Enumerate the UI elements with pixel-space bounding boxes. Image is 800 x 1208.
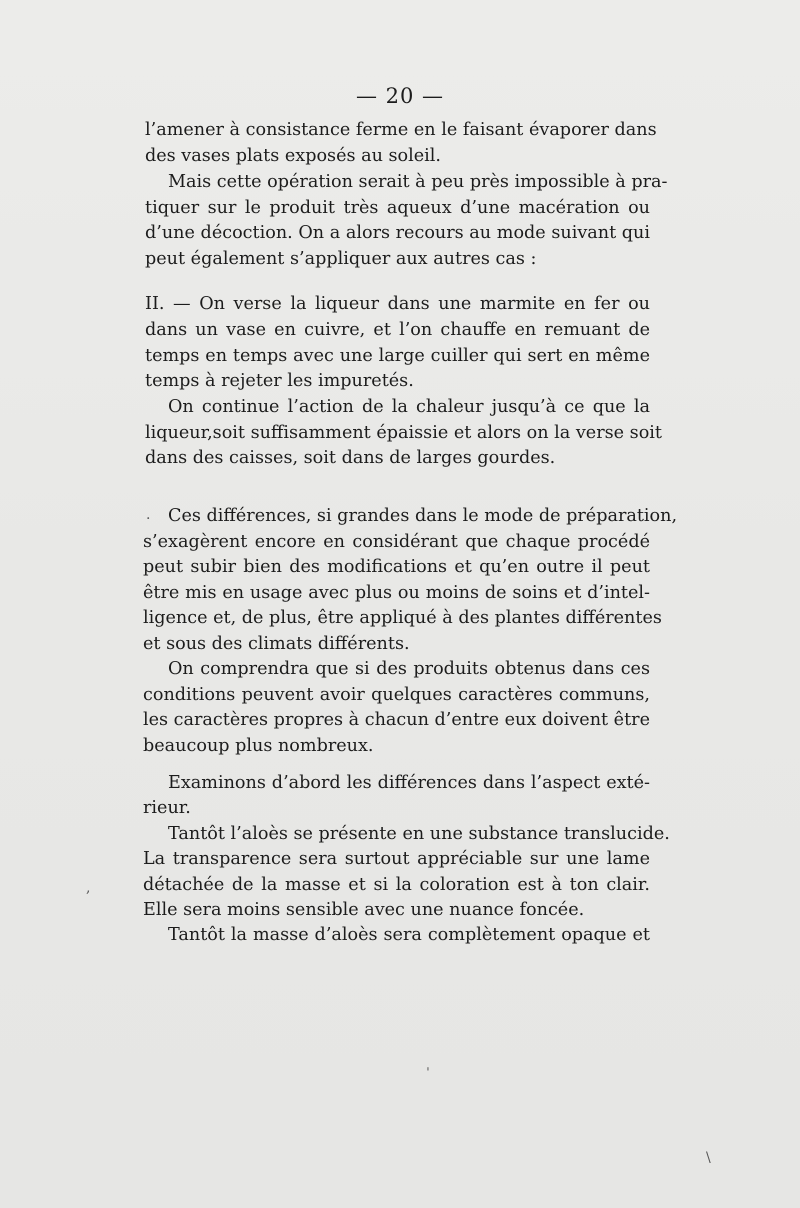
text-line: La transparence sera surtout appréciable sur une lame [143,849,650,869]
stray-mark: . [146,507,151,523]
text-line: Mais cette opération serait à peu près impossible à pra- [168,172,668,192]
text-line: peut également s’appliquer aux autres cas : [145,249,537,269]
text-line: Ces différences, si grandes dans le mode de préparation, [168,506,678,526]
text-line: tiquer sur le produit très aqueux d’une macération ou [145,198,650,218]
text-line: être mis en usage avec plus ou moins de soins et d’intel- [143,583,650,603]
text-line: On comprendra que si des produits obtenus dans ces [168,659,650,679]
text-line: On continue l’action de la chaleur jusqu’à ce que la [168,397,650,417]
text-line: temps à rejeter les impuretés. [145,371,414,391]
stray-mark: ˈ [426,1066,430,1082]
text-line: ligence et, de plus, être appliqué à des plantes différentes [143,608,662,628]
text-line: conditions peuvent avoir quelques caractères communs, [143,685,650,705]
text-line: d’une décoction. On a alors recours au mode suivant qui [145,223,650,243]
text-line: peut subir bien des modifications et qu’en outre il peut [143,557,650,577]
text-line: liqueur,soit suffisamment épaissie et alors on la verse soit [145,423,662,443]
text-line: s’exagèrent encore en considérant que chaque procédé [143,532,650,552]
text-line: rieur. [143,798,191,818]
stray-mark: \ [706,1150,711,1166]
text-line: dans des caisses, soit dans de larges gourdes. [145,448,556,468]
text-line: Elle sera moins sensible avec une nuance foncée. [143,900,585,920]
text-line: détachée de la masse et si la coloration est à ton clair. [143,875,650,895]
text-line: des vases plats exposés au soleil. [145,146,442,166]
text-line: beaucoup plus nombreux. [143,736,374,756]
text-line: Tantôt la masse d’aloès sera complètement opaque et [168,925,650,945]
page-number: — 20 — [355,84,445,108]
text-line: les caractères propres à chacun d’entre eux doivent être [143,710,650,730]
text-line: et sous des climats différents. [143,634,410,654]
text-line: temps en temps avec une large cuiller qui sert en même [145,346,650,366]
text-line: Examinons d’abord les différences dans l’aspect exté- [168,773,650,793]
text-line: Tantôt l’aloès se présente en une substance translucide. [168,824,670,844]
text-line: II. — On verse la liqueur dans une marmite en fer ou [145,294,650,314]
stray-mark: , [86,880,91,896]
text-line: l’amener à consistance ferme en le faisant évaporer dans [145,120,657,140]
text-line: dans un vase en cuivre, et l’on chauffe en remuant de [145,320,650,340]
